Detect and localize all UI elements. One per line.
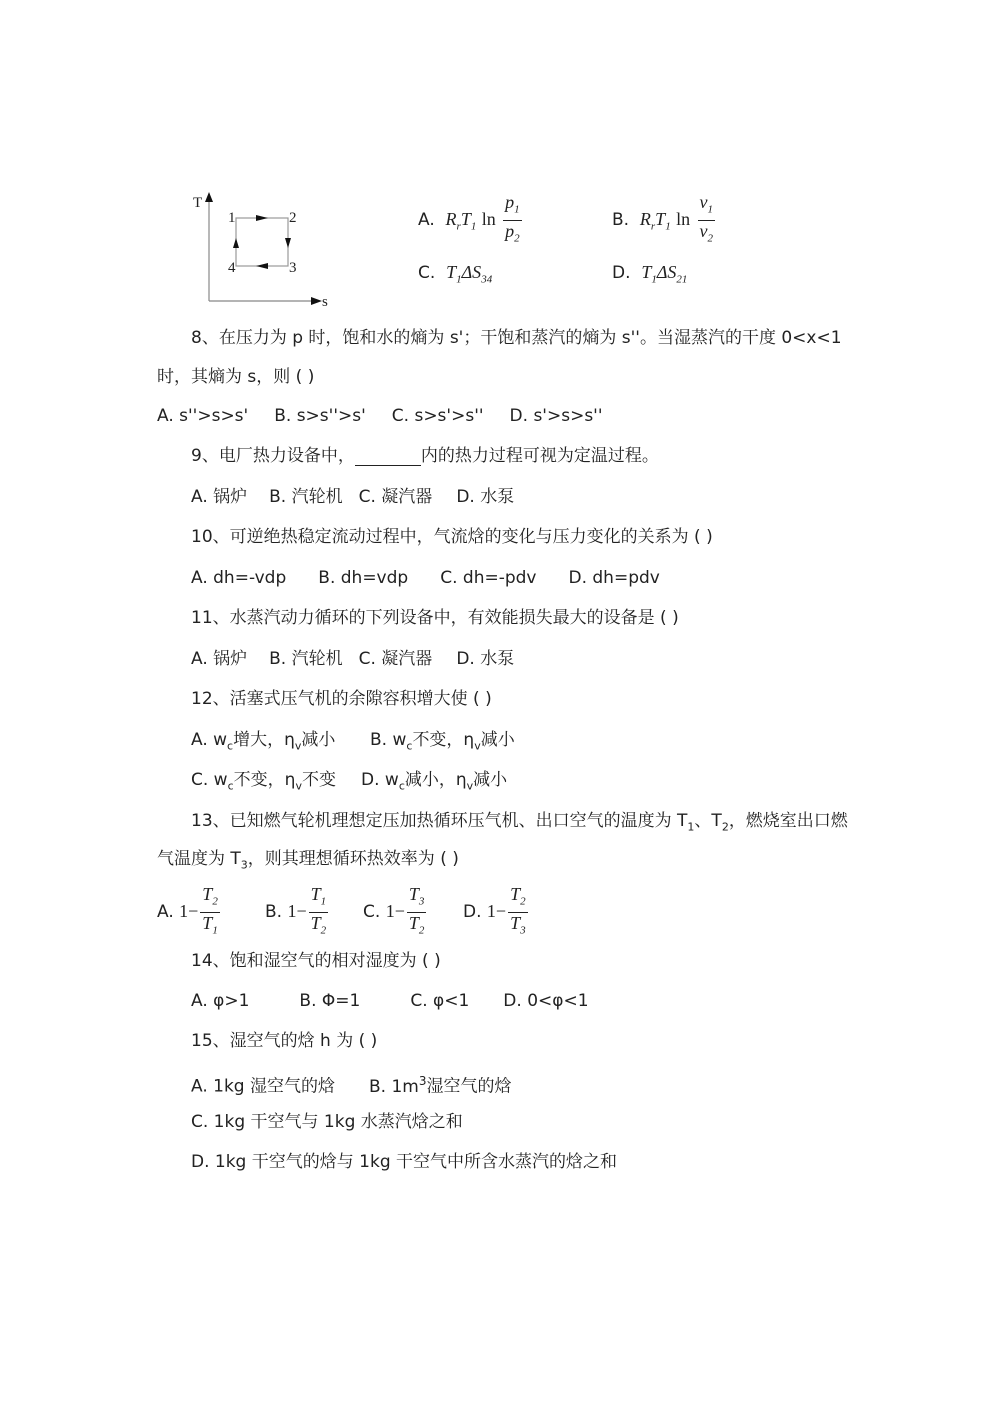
- q15-stem: 15、湿空气的焓 h 为 ( ): [191, 1031, 378, 1051]
- q13-option-a: A. 1− $\frac{T_2}{T_1}$: [157, 884, 218, 937]
- q7-option-a: A. $R_rT_1$ ln $\frac{p_1}{p_2}$: [418, 192, 520, 245]
- q7-option-b: B. $R_rT_1$ ln $\frac{v_1}{v_2}$: [612, 192, 714, 245]
- q13-stem-line2: 气温度为 $T_3$，则其理想循环热效率为 ( ): [157, 849, 459, 872]
- q15-options-ab: A. 1kg 湿空气的焓 B. $1m^3$湿空气的焓: [191, 1074, 512, 1097]
- q13-option-d: D. 1− $\frac{T_2}{T_3}$: [463, 884, 526, 937]
- point-3: 3: [289, 260, 297, 276]
- q12-stem: 12、活塞式压气机的余隙容积增大使 ( ): [191, 689, 492, 709]
- point-4: 4: [228, 260, 236, 276]
- q7-option-c: C. $T_1\Delta S_{34}$: [418, 262, 493, 286]
- q11-options: A. 锅炉 B. 汽轮机 C. 凝汽器 D. 水泵: [191, 649, 515, 669]
- q12-option-c: C. $w_c$不变，$\eta_v$不变: [191, 770, 336, 793]
- q8-options: A. s''>s>s' B. s>s''>s' C. s>s'>s'' D. s'>s>s'': [157, 406, 603, 426]
- q11-stem: 11、水蒸汽动力循环的下列设备中，有效能损失最大的设备是 ( ): [191, 608, 679, 628]
- q10-options: A. dh=-vdp B. dh=vdp C. dh=-pdv D. dh=pdv: [191, 568, 660, 588]
- q12-option-a: A. $w_c$增大，$\eta_v$减小: [191, 730, 336, 753]
- ts-cycle-diagram: [185, 188, 335, 310]
- q13-stem-line1: 13、已知燃气轮机理想定压加热循环压气机、出口空气的温度为 $T_1$、$T_2$，燃烧室出口燃: [191, 811, 848, 834]
- q15-option-d: D. 1kg 干空气的焓与 1kg 干空气中所含水蒸汽的焓之和: [191, 1152, 618, 1172]
- q9-options: A. 锅炉 B. 汽轮机 C. 凝汽器 D. 水泵: [191, 487, 515, 507]
- q12-option-d: D. $w_c$减小，$\eta_v$减小: [361, 770, 508, 793]
- point-1: 1: [228, 210, 236, 226]
- point-2: 2: [289, 210, 297, 226]
- axis-s-label: s: [322, 294, 328, 310]
- q14-stem: 14、饱和湿空气的相对湿度为 ( ): [191, 951, 441, 971]
- axis-t-label: T: [193, 195, 203, 211]
- q8-stem-line2: 时，其熵为 s，则 ( ): [157, 367, 315, 387]
- q12-option-b: B. $w_c$不变，$\eta_v$减小: [370, 730, 515, 753]
- answer-blank: [355, 449, 421, 466]
- q7-option-d: D. $T_1\Delta S_{21}$: [612, 262, 688, 286]
- q14-options: A. φ>1 B. Φ=1 C. φ<1 D. 0<φ<1: [191, 991, 589, 1011]
- q15-option-c: C. 1kg 干空气与 1kg 水蒸汽焓之和: [191, 1112, 463, 1132]
- q13-option-b: B. 1− $\frac{T_1}{T_2}$: [265, 884, 327, 937]
- q9-stem: 9、电厂热力设备中， 内的热力过程可视为定温过程。: [191, 446, 659, 466]
- q10-stem: 10、可逆绝热稳定流动过程中，气流焓的变化与压力变化的关系为 ( ): [191, 527, 713, 547]
- q8-stem-line1: 8、在压力为 p 时，饱和水的熵为 s'；干饱和蒸汽的熵为 s''。当湿蒸汽的干度 0<x<1: [191, 328, 842, 348]
- q13-option-c: C. 1− $\frac{T_3}{T_2}$: [363, 884, 425, 937]
